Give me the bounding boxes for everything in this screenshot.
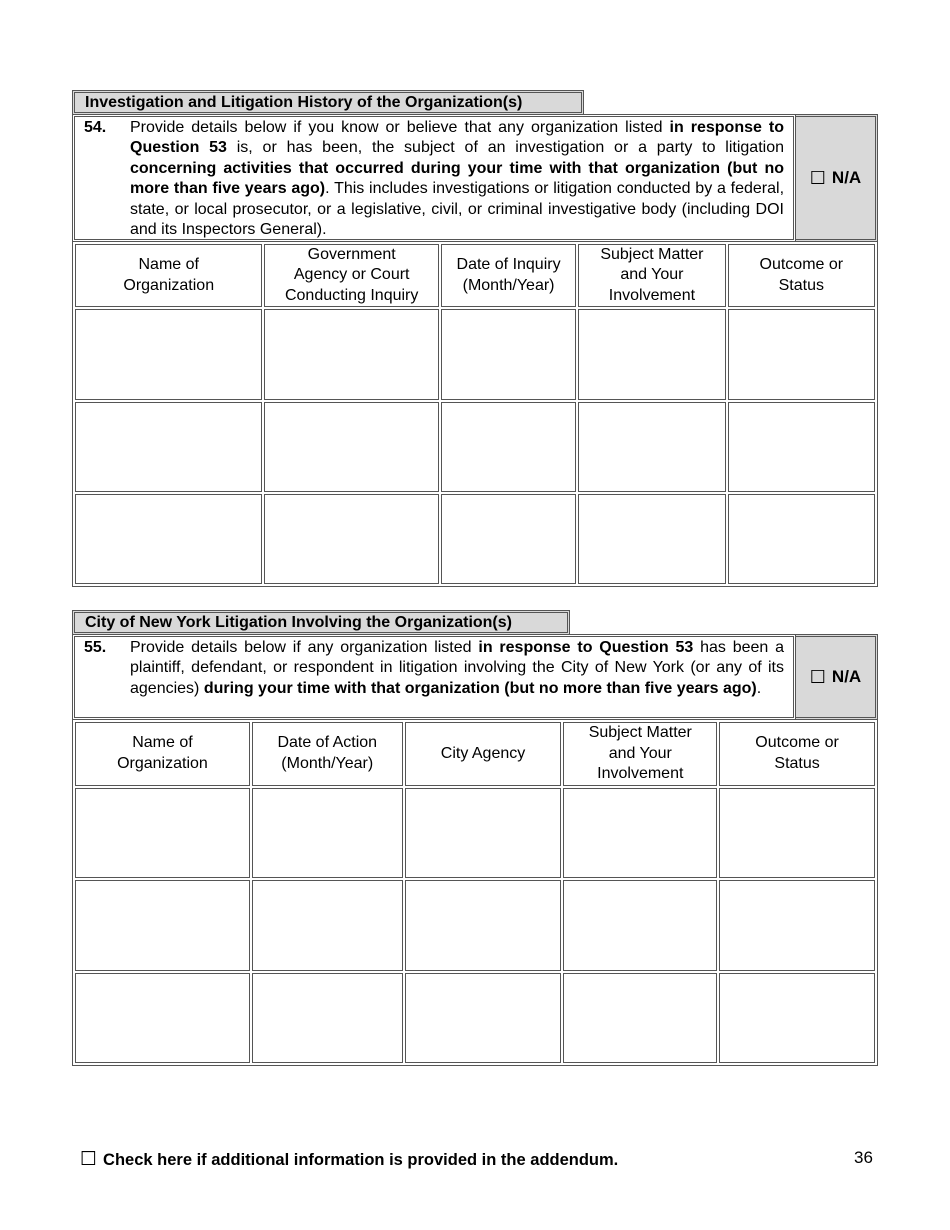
question-54-row: [72, 114, 878, 242]
na-label: N/A: [831, 168, 862, 187]
column-header: Outcome or Status: [719, 722, 875, 786]
na-checkbox-55[interactable]: [796, 634, 878, 720]
table-row: [75, 402, 875, 492]
table-cell[interactable]: [405, 788, 562, 878]
table-cell[interactable]: [405, 973, 562, 1063]
column-header: Subject Matter and Your Involvement: [578, 244, 725, 307]
table-header-row: [75, 722, 875, 786]
na-checkbox-54[interactable]: [796, 114, 878, 242]
table-cell[interactable]: [75, 880, 250, 970]
addendum-label: Check here if additional information is provided in the addendum.: [103, 1151, 619, 1169]
column-header: Subject Matter and Your Involvement: [563, 722, 717, 786]
table-row: [75, 494, 875, 584]
table-cell[interactable]: [563, 880, 717, 970]
checkbox-icon: ☐: [809, 666, 826, 687]
na-label: N/A: [831, 667, 862, 686]
question-text-segment: Provide details below if you know or believe that any organization listed: [130, 119, 670, 136]
page-number: 36: [854, 1148, 873, 1167]
question-text-segment: Provide details below if any organization listed: [130, 639, 479, 656]
column-header: Outcome or Status: [728, 244, 875, 307]
question-54-body: [130, 118, 784, 239]
column-header: City Agency: [405, 722, 562, 786]
question-emphasis: in response to Question 53: [130, 119, 784, 157]
table-cell[interactable]: [578, 402, 725, 492]
table-cell[interactable]: [441, 402, 576, 492]
question-55-body: [130, 638, 784, 717]
question-number: 54.: [84, 119, 107, 136]
table-cell[interactable]: [75, 494, 262, 584]
question-text-segment: . This includes investigations or litigation conducted by a federal, state, or local prosecutor, or a legislative, civil, or criminal investigative body (including DOI and its Inspectors General).: [130, 180, 785, 239]
table-cell[interactable]: [728, 309, 875, 399]
table-cell[interactable]: [441, 309, 576, 399]
question-text-segment: is, or has been, the subject of an investigation or a party to litigation: [226, 139, 785, 157]
table-cell[interactable]: [252, 788, 403, 878]
column-header: Date of Inquiry (Month/Year): [441, 244, 576, 307]
table-cell[interactable]: [563, 788, 717, 878]
investigation-table: [72, 241, 878, 587]
table-cell[interactable]: [719, 788, 875, 878]
column-header: Date of Action (Month/Year): [252, 722, 403, 786]
column-header: Name of Organization: [75, 722, 250, 786]
table-cell[interactable]: [578, 494, 725, 584]
table-cell[interactable]: [252, 973, 403, 1063]
addendum-checkbox[interactable]: [80, 1148, 618, 1171]
section-title-city-litigation: City of New York Litigation Involving the Organization(s): [72, 610, 570, 635]
table-row: [75, 309, 875, 399]
table-cell[interactable]: [719, 880, 875, 970]
column-header: Government Agency or Court Conducting Inquiry: [264, 244, 438, 307]
table-header-row: [75, 244, 875, 307]
question-text-segment: .: [756, 679, 762, 697]
table-cell[interactable]: [728, 494, 875, 584]
question-number: 55.: [84, 639, 107, 656]
question-55-row: [72, 634, 878, 720]
table-cell[interactable]: [728, 402, 875, 492]
question-emphasis: in response to Question 53: [478, 639, 694, 656]
question-55-text: [72, 634, 796, 720]
table-cell[interactable]: [578, 309, 725, 399]
column-header: Name of Organization: [75, 244, 262, 307]
table-cell[interactable]: [264, 309, 438, 399]
question-emphasis: concerning activities that occurred during your time with that organization (but no more than five years ago): [130, 159, 784, 198]
question-54-text: [72, 114, 796, 242]
question-emphasis: during your time with that organization (but no more than five years ago): [203, 679, 757, 697]
question-text-segment: has been a plaintiff, defendant, or respondent in litigation involving the City of New York (or any of its agencies): [130, 639, 784, 697]
table-cell[interactable]: [75, 309, 262, 399]
table-row: [75, 788, 875, 878]
table-cell[interactable]: [75, 788, 250, 878]
table-cell[interactable]: [75, 402, 262, 492]
section-title-investigation: Investigation and Litigation History of the Organization(s): [72, 90, 584, 115]
checkbox-icon: ☐: [80, 1149, 98, 1170]
table-cell[interactable]: [405, 880, 562, 970]
table-cell[interactable]: [563, 973, 717, 1063]
checkbox-icon: ☐: [809, 167, 826, 188]
table-cell[interactable]: [252, 880, 403, 970]
table-cell[interactable]: [264, 494, 438, 584]
table-row: [75, 880, 875, 970]
table-cell[interactable]: [441, 494, 576, 584]
table-cell[interactable]: [719, 973, 875, 1063]
table-cell[interactable]: [75, 973, 250, 1063]
table-cell[interactable]: [264, 402, 438, 492]
table-row: [75, 973, 875, 1063]
city-litigation-table: [72, 719, 878, 1066]
